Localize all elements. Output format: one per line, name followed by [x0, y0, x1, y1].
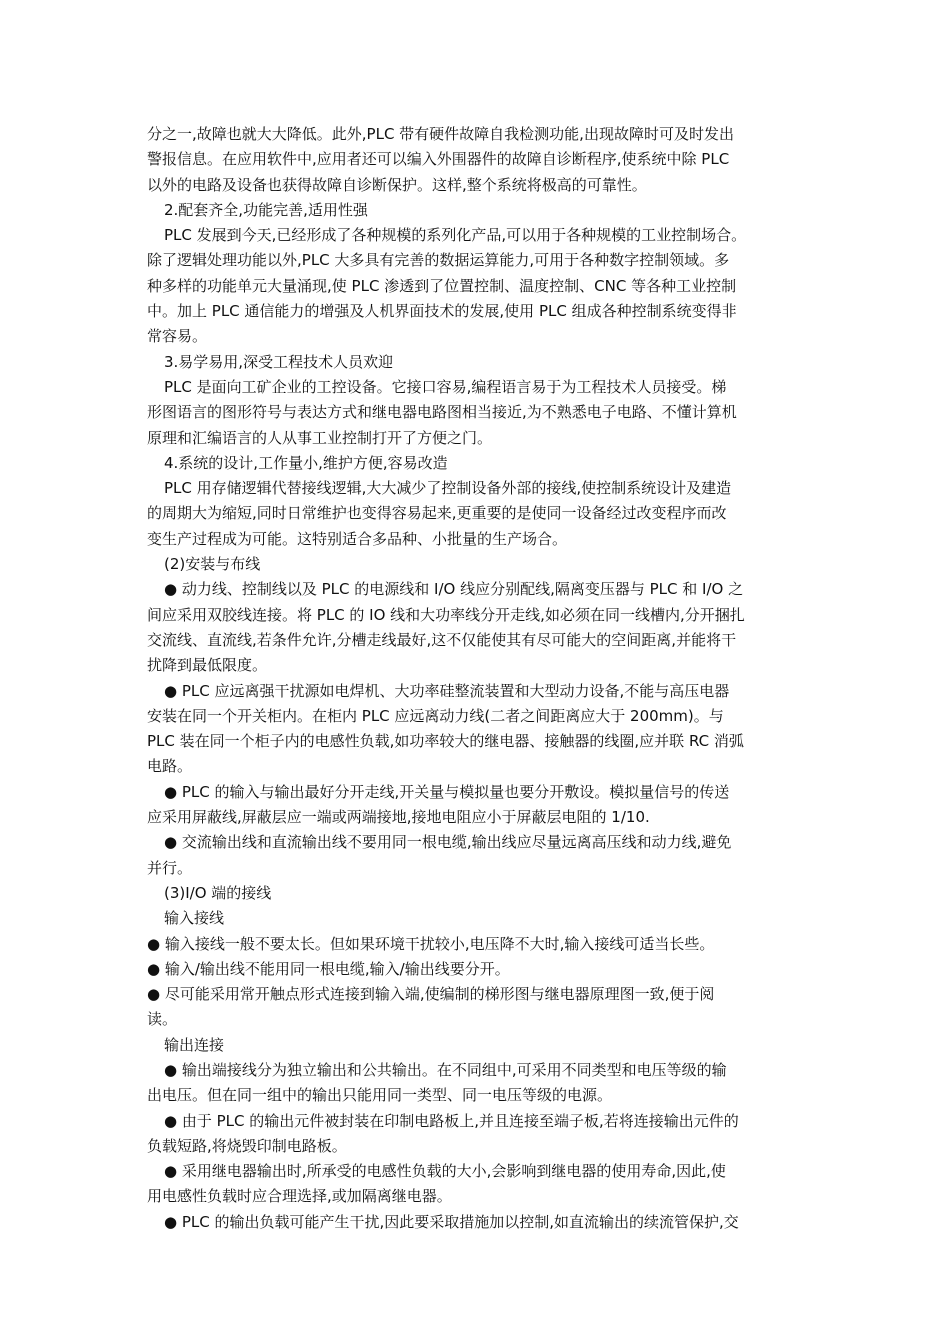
text-line: ● 输出端接线分为独立输出和公共输出。在不同组中,可采用不同类型和电压等级的输 — [164, 1060, 727, 1079]
text-line: 原理和汇编语言的人从事工业控制打开了方便之门。 — [147, 428, 493, 447]
text-line: 输出连接 — [164, 1035, 225, 1054]
text-line: 4.系统的设计,工作量小,维护方便,容易改造 — [164, 453, 448, 472]
text-line: 3.易学易用,深受工程技术人员欢迎 — [164, 352, 394, 371]
text-line: PLC 发展到今天,已经形成了各种规模的系列化产品,可以用于各种规模的工业控制场合。 — [164, 226, 747, 245]
text-line: ● PLC 的输出负载可能产生干扰,因此要采取措施加以控制,如直流输出的续流管保护,交 — [164, 1212, 739, 1231]
text-line: 读。 — [147, 1010, 178, 1029]
text-line: 出电压。但在同一组中的输出只能用同一类型、同一电压等级的电源。 — [147, 1086, 613, 1105]
text-line: ● 采用继电器输出时,所承受的电感性负载的大小,会影响到继电器的使用寿命,因此,使 — [164, 1162, 726, 1181]
text-line: 2.配套齐全,功能完善,适用性强 — [164, 200, 368, 219]
text-line: 扰降到最低限度。 — [147, 656, 268, 675]
text-line: 输入接线 — [164, 909, 225, 928]
text-line: ● 由于 PLC 的输出元件被封装在印制电路板上,并且连接至端子板,若将连接输出元件的 — [164, 1111, 739, 1130]
text-line: 种多样的功能单元大量涌现,使 PLC 渗透到了位置控制、温度控制、CNC 等各种工业控制 — [147, 276, 737, 295]
text-line: 常容易。 — [147, 327, 208, 346]
text-line: 负载短路,将烧毁印制电路板。 — [147, 1136, 347, 1155]
text-line: 中。加上 PLC 通信能力的增强及人机界面技术的发展,使用 PLC 组成各种控制系统变得非 — [147, 302, 737, 321]
text-line: 安装在同一个开关柜内。在柜内 PLC 应远离动力线(二者之间距离应大于 200mm)。与 — [147, 706, 724, 725]
text-line: 以外的电路及设备也获得故障自诊断保护。这样,整个系统将极高的可靠性。 — [147, 175, 647, 194]
text-line: 的周期大为缩短,同时日常维护也变得容易起来,更重要的是使同一设备经过改变程序而改 — [147, 504, 727, 523]
text-line: ● 输入接线一般不要太长。但如果环境干扰较小,电压降不大时,输入接线可适当长些。 — [147, 934, 715, 953]
text-line: 用电感性负载时应合理选择,或加隔离继电器。 — [147, 1187, 452, 1206]
text-line: ● 尽可能采用常开触点形式连接到输入端,使编制的梯形图与继电器原理图一致,便于阅 — [147, 985, 715, 1004]
text-line: ● PLC 应远离强干扰源如电焊机、大功率硅整流装置和大型动力设备,不能与高压电器 — [164, 681, 730, 700]
text-line: 除了逻辑处理功能以外,PLC 大多具有完善的数据运算能力,可用于各种数字控制领域。多 — [147, 251, 730, 270]
text-line: 并行。 — [147, 858, 193, 877]
text-line: 变生产过程成为可能。这特别适合多品种、小批量的生产场合。 — [147, 529, 568, 548]
text-line: 警报信息。在应用软件中,应用者还可以编入外围器件的故障自诊断程序,使系统中除 PLC — [147, 150, 730, 169]
text-line: PLC 装在同一个柜子内的电感性负载,如功率较大的继电器、接触器的线圈,应并联 RC 消弧 — [147, 732, 744, 751]
text-line: PLC 用存储逻辑代替接线逻辑,大大减少了控制设备外部的接线,使控制系统设计及建造 — [164, 479, 732, 498]
text-line: 交流线、直流线,若条件允许,分槽走线最好,这不仅能使其有尽可能大的空间距离,并能将干 — [147, 630, 737, 649]
text-line: 间应采用双胶线连接。将 PLC 的 IO 线和大功率线分开走线,如必须在同一线槽内,分开捆扎 — [147, 605, 745, 624]
text-line: PLC 是面向工矿企业的工控设备。它接口容易,编程语言易于为工程技术人员接受。梯 — [164, 377, 727, 396]
text-line: 分之一,故障也就大大降低。此外,PLC 带有硬件故障自我检测功能,出现故障时可及时发出 — [147, 125, 734, 143]
text-line: 形图语言的图形符号与表达方式和继电器电路图相当接近,为不熟悉电子电路、不懂计算机 — [147, 403, 737, 422]
text-line: ● 输入/输出线不能用同一根电缆,输入/输出线要分开。 — [147, 959, 510, 978]
text-line: ● PLC 的输入与输出最好分开走线,开关量与模拟量也要分开敷设。模拟量信号的传送 — [164, 782, 730, 801]
text-line: ● 动力线、控制线以及 PLC 的电源线和 I/O 线应分别配线,隔离变压器与 PLC 和 I/O 之 — [164, 580, 744, 599]
text-line: (3)I/O 端的接线 — [164, 883, 272, 902]
document-body — [147, 122, 812, 1235]
text-line: ● 交流输出线和直流输出线不要用同一根电缆,输出线应尽量远离高压线和动力线,避免 — [164, 833, 732, 852]
text-line: 电路。 — [147, 757, 193, 776]
text-line: 应采用屏蔽线,屏蔽层应一端或两端接地,接地电阻应小于屏蔽层电阻的 1/10. — [147, 808, 650, 827]
text-line: (2)安装与布线 — [164, 555, 261, 574]
